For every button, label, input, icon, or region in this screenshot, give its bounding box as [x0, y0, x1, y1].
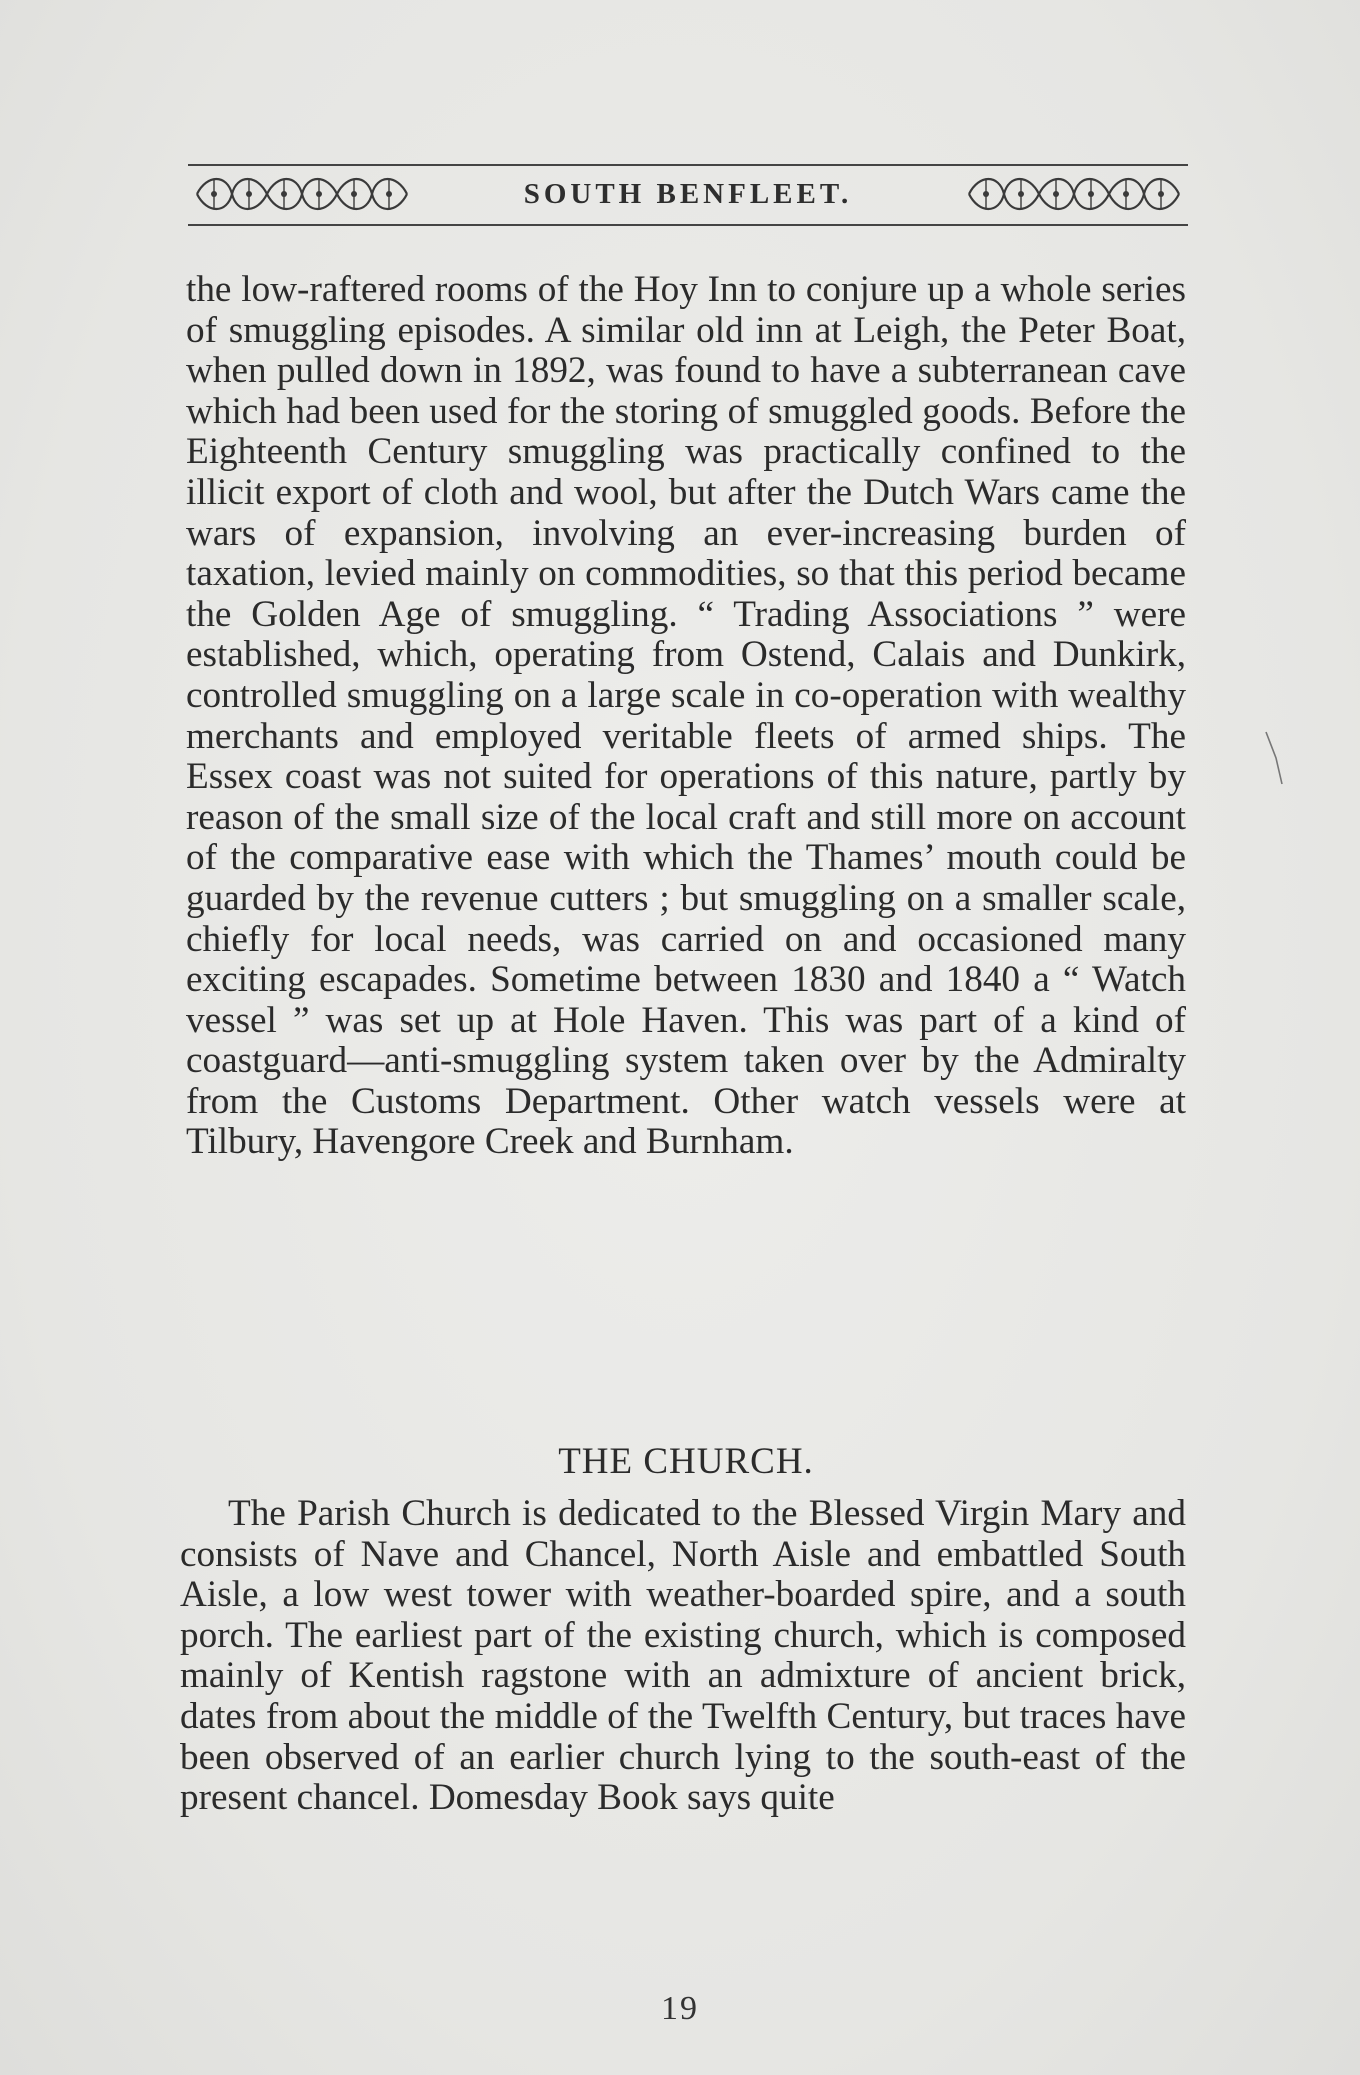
running-header: [188, 164, 1188, 226]
header-title: SOUTH BENFLEET.: [523, 178, 853, 210]
header-rule-bottom: [188, 224, 1188, 226]
church-text: [180, 1494, 1186, 1819]
page-number: 19: [661, 1990, 699, 2027]
floral-border-icon: [964, 170, 1184, 218]
section-heading: THE CHURCH.: [558, 1441, 814, 1482]
pencil-mark-icon: [1262, 728, 1286, 788]
body-paragraph: the low-raftered rooms of the Hoy Inn to conjure up a whole series of smuggling episodes. A similar old inn at Leigh, the Peter Boat, when pulled down in 1892, was found to have a subterranean cave which had been used for the storing of smuggled goods. Before the Eighteenth Century smuggling was practically confined to the illicit export of cloth and wool, but after the Dutch Wars came the wars of expansion, involving an ever-increasing burden of taxation, levied mainly on commodities, so that this period became the Golden Age of smuggling. “ Trading Associations ” were established, which, operating from Ostend, Calais and Dunkirk, controlled smuggling on a large scale in co-operation with wealthy merchants and employed veritable fleets of armed ships. The Essex coast was not suited for operations of this nature, partly by reason of the small size of the local craft and still more on account of the comparative ease with which the Thames’ mouth could be guarded by the revenue cutters ; but smuggling on a smaller scale, chiefly for local needs, was carried on and occasioned many exciting escapades. Sometime between 1830 and 1840 a “ Watch vessel ” was set up at Hole Haven. This was part of a kind of coastguard—anti-smuggling system taken over by the Admiralty from the Customs Department. Other watch vessels were at Tilbury, Havengore Creek and Burnham.: [186, 269, 1186, 1163]
header-rule-top: [188, 164, 1188, 166]
church-paragraph: The Parish Church is dedicated to the Blessed Virgin Mary and consists of Nave and Chancel, North Aisle and embattled South Aisle, a low west tower with weather-boarded spire, and a south porch. The earliest part of the existing church, which is composed mainly of Kentish ragstone with an admixture of ancient brick, dates from about the middle of the Twelfth Century, but traces have been observed of an earlier church lying to the south-east of the present chancel. Domesday Book says quite: [180, 1493, 1186, 1819]
body-text: [186, 270, 1186, 1163]
